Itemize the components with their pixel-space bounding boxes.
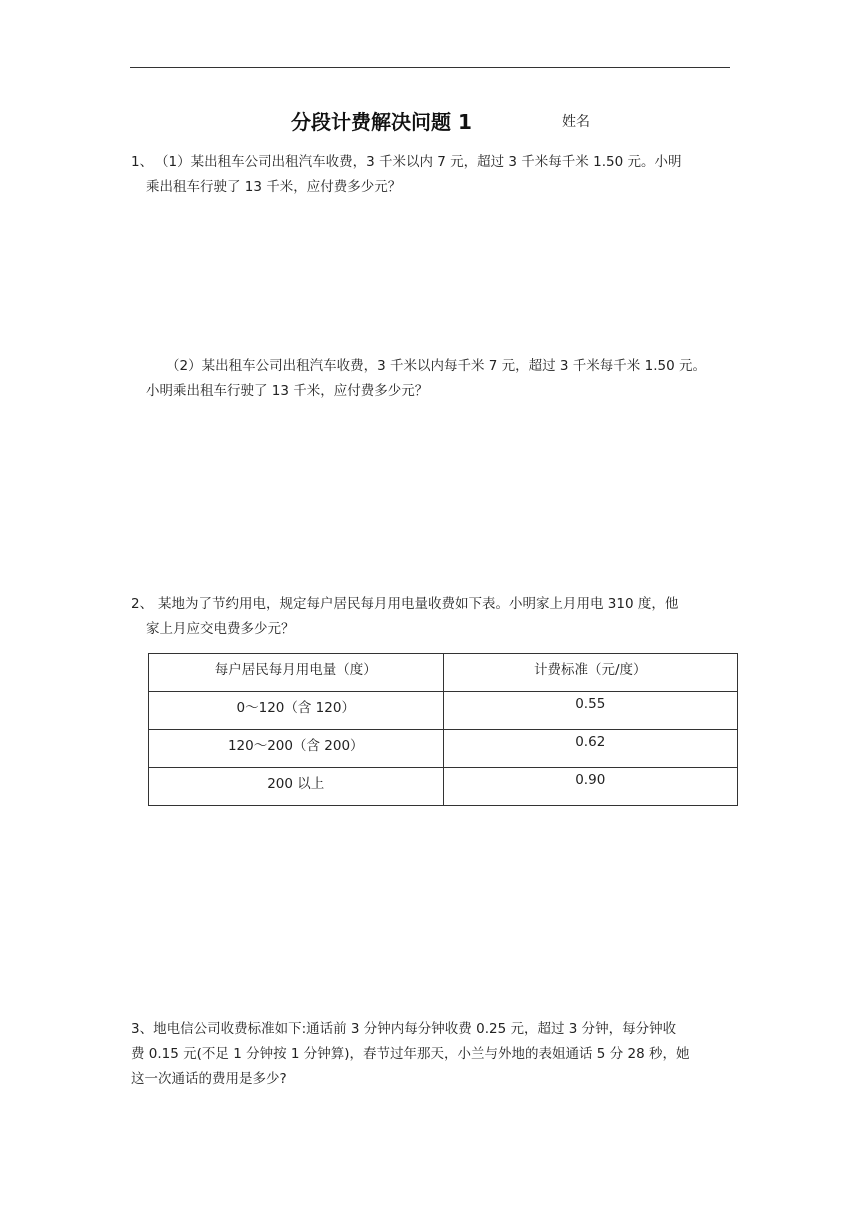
title-row [0, 106, 860, 136]
table-cell: 0～120（含 120） [149, 692, 444, 730]
table-header-row [149, 654, 738, 692]
table-cell: 0.55 [443, 692, 738, 730]
question-3-line-1: 3、地电信公司收费标准如下:通话前 3 分钟内每分钟收费 0.25 元，超过 3 分钟，每分钟收 [131, 1021, 677, 1037]
question-2-line-2: 家上月应交电费多少元？ [146, 621, 295, 637]
table-cell: 120～200（含 200） [149, 730, 444, 768]
table-cell: 0.90 [443, 768, 738, 806]
question-2-line-1: 某地为了节约用电，规定每户居民每月用电量收费如下表。小明家上月用电 310 度，他 [158, 596, 679, 612]
table-row [149, 692, 738, 730]
question-1-part-2-line-1: （2）某出租车公司出租汽车收费，3 千米以内每千米 7 元，超过 3 千米每千米 1.50 元。 [166, 358, 706, 374]
question-1-part-1-line-1: （1）某出租车公司出租汽车收费，3 千米以内 7 元，超过 3 千米每千米 1.50 元。小明 [155, 154, 682, 170]
table-cell: 0.62 [443, 730, 738, 768]
question-1-number: 1、 [131, 154, 154, 170]
table-row [149, 730, 738, 768]
name-label: 姓名 [562, 114, 590, 130]
question-2-number: 2、 [131, 596, 154, 612]
header-rule [130, 67, 730, 68]
question-1-part-1 [146, 150, 730, 200]
table-header-cell: 每户居民每月用电量（度） [149, 654, 444, 692]
page-title: 分段计费解决问题 1 [291, 110, 472, 134]
table-cell: 200 以上 [149, 768, 444, 806]
table-row [149, 768, 738, 806]
question-1-part-2-line-2: 小明乘出租车行驶了 13 千米，应付费多少元？ [146, 383, 429, 399]
table-header-cell: 计费标准（元/度） [443, 654, 738, 692]
electricity-rate-table [148, 653, 738, 806]
question-3-line-2: 费 0.15 元(不足 1 分钟按 1 分钟算)，春节过年那天，小兰与外地的表姐通话 5 分 28 秒，她 [131, 1046, 690, 1062]
question-1-part-1-line-2: 乘出租车行驶了 13 千米，应付费多少元？ [146, 179, 402, 195]
question-3-line-3: 这一次通话的费用是多少? [131, 1071, 287, 1087]
